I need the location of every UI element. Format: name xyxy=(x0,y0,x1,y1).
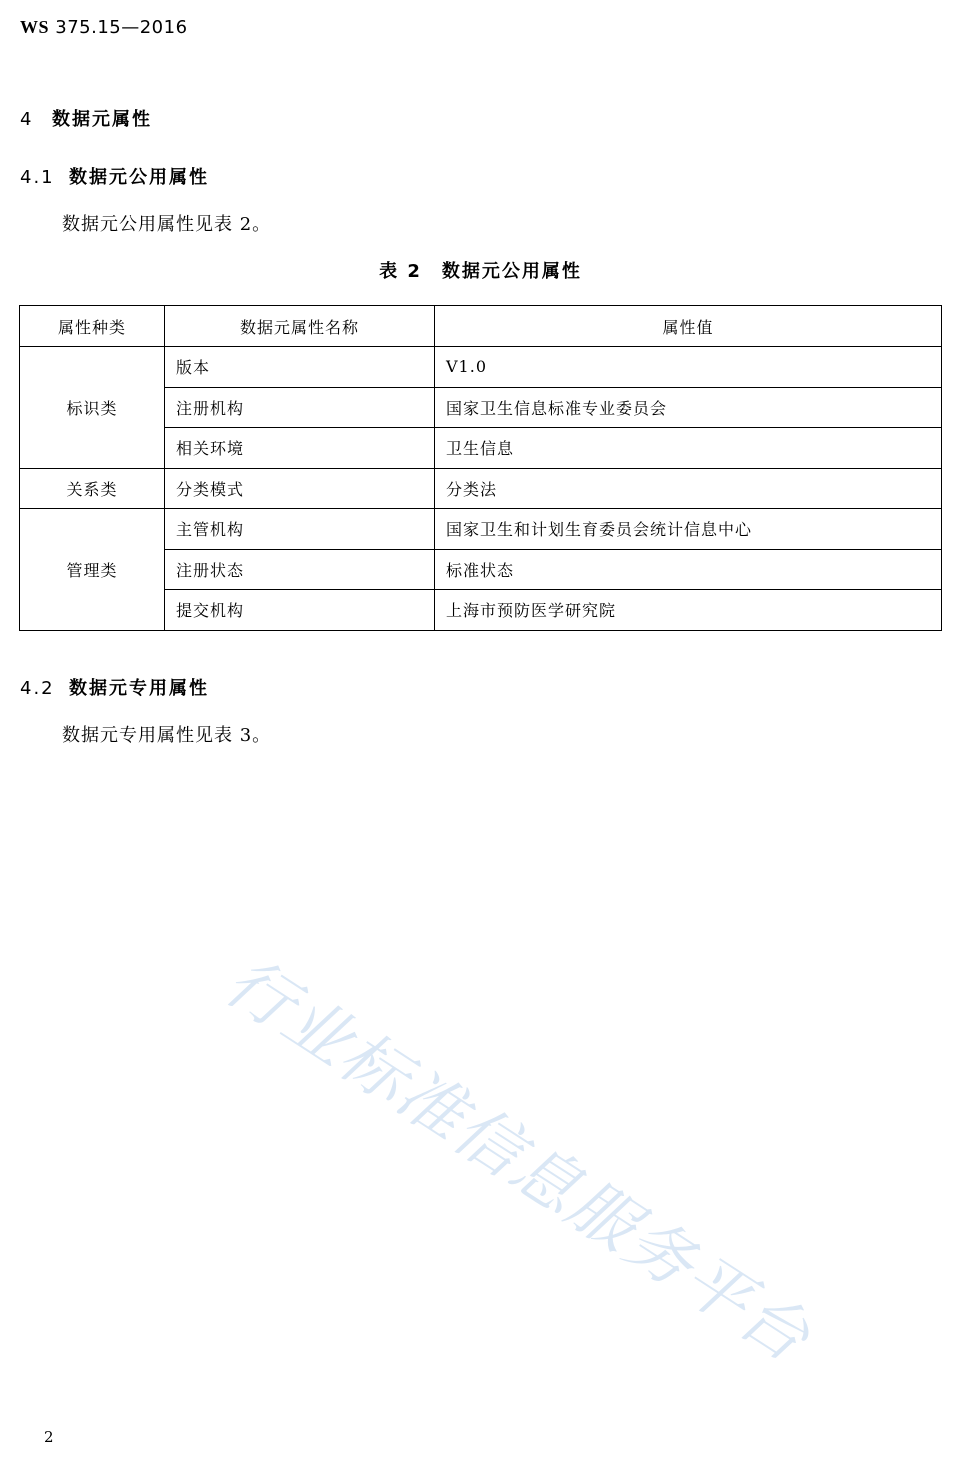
attribute-name-cell: 注册状态 xyxy=(165,549,435,590)
page-number: 2 xyxy=(44,1428,54,1446)
table-2 xyxy=(19,305,942,631)
watermark: 行业标准信息服务平台 xyxy=(211,942,825,1378)
category-cell: 关系类 xyxy=(20,468,165,509)
section-4-1-number: 4.1 xyxy=(20,167,55,188)
attribute-value-cell: 国家卫生信息标准专业委员会 xyxy=(435,387,942,428)
attribute-name-cell: 主管机构 xyxy=(165,509,435,550)
attribute-value-cell: 分类法 xyxy=(435,468,942,509)
section-4-1-heading xyxy=(20,163,209,189)
section-4-2-heading xyxy=(20,674,209,700)
section-4-title: 数据元属性 xyxy=(52,109,152,130)
section-4-2-text: 数据元专用属性见表 3。 xyxy=(62,725,272,746)
standard-prefix: WS xyxy=(20,17,50,37)
attribute-name-cell: 提交机构 xyxy=(165,590,435,631)
table-row xyxy=(20,509,942,550)
table-row xyxy=(20,468,942,509)
attribute-name-cell: 相关环境 xyxy=(165,428,435,469)
attribute-value-cell: V1.0 xyxy=(435,347,942,388)
attribute-value-cell: 国家卫生和计划生育委员会统计信息中心 xyxy=(435,509,942,550)
attribute-value-cell: 标准状态 xyxy=(435,549,942,590)
attribute-value-cell: 上海市预防医学研究院 xyxy=(435,590,942,631)
attribute-name-cell: 注册机构 xyxy=(165,387,435,428)
table-2-caption: 表 2 数据元公用属性 xyxy=(379,261,582,282)
header-attribute-name: 数据元属性名称 xyxy=(165,306,435,347)
category-cell: 标识类 xyxy=(20,347,165,469)
category-cell: 管理类 xyxy=(20,509,165,631)
header-attribute-category: 属性种类 xyxy=(20,306,165,347)
section-4-heading xyxy=(20,105,152,131)
section-4-2-number: 4.2 xyxy=(20,678,55,699)
section-4-2-title: 数据元专用属性 xyxy=(69,678,209,699)
table-header-row xyxy=(20,306,942,347)
standard-code xyxy=(20,17,188,38)
standard-number: 375.15—2016 xyxy=(55,17,188,38)
attribute-value-cell: 卫生信息 xyxy=(435,428,942,469)
attribute-name-cell: 分类模式 xyxy=(165,468,435,509)
table-row xyxy=(20,347,942,388)
attribute-name-cell: 版本 xyxy=(165,347,435,388)
section-4-number: 4 xyxy=(20,109,34,130)
header-attribute-value: 属性值 xyxy=(435,306,942,347)
section-4-1-title: 数据元公用属性 xyxy=(69,167,209,188)
section-4-1-text: 数据元公用属性见表 2。 xyxy=(62,214,272,235)
